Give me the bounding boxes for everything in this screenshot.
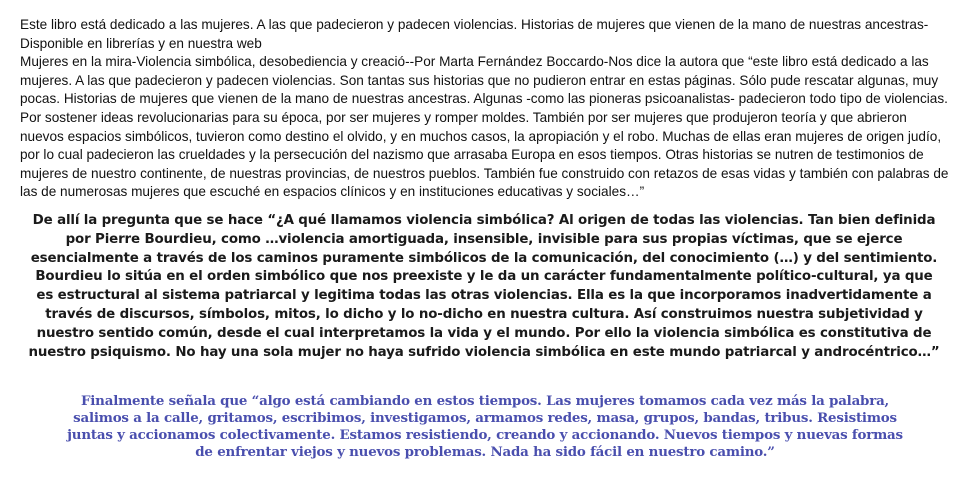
quote-paragraph: De allí la pregunta que se hace “¿A qué llamamos violencia simbólica? Al origen de todas las violencias. Tan bien definida por Pierre Bourdieu, como …violencia amortiguada, insensible, invisible para sus propias víctimas, que se ejerce esencialmente a través de los caminos puramente simbólicos de la comunicación, del conocimiento (…) y del sentimiento. Bourdieu lo sitúa en el orden simbólico que nos preexiste y le da un carácter fundamentalmente político-cultural, ya que es estructural al sistema patriarcal y legitima todas las otras violencias. Ella es la que incorporamos inadvertidamente a través de discursos, símbolos, mitos, lo dicho y lo no-dicho en nuestra cultura. Así construimos nuestra subjetividad y nuestro sentido común, desde el cual interpretamos la vida y el mundo. Por ello la violencia simbólica es constitutiva de nuestro psiquismo. No hay una sola mujer no haya sufrido violencia simbólica en este mundo patriarcal y androcéntrico…”	[28, 213, 940, 360]
intro-paragraph-description: Mujeres en la mira-Violencia simbólica, desobediencia y creació--Por Marta Fernández Boccardo-Nos dice la autora que “este libro está dedicado a las mujeres. A las que padecieron y padecen violencias. Son tantas sus historias que no pudieron entrar en estas páginas. Sólo pude rescatar algunas, muy pocas. Historias de mujeres que vienen de la mano de nuestras ancestras. Algunas -como las pioneras psicoanalistas- padecieron todo tipo de violencias. Por sostener ideas revolucionarias para su época, por ser mujeres y romper moldes. También por ser mujeres que produjeron teoría y que abrieron nuevos espacios simbólicos, tuvieron como destino el olvido, y en muchos casos, la apropiación y el robo. Muchas de ellas eran mujeres de origen judío, por lo cual padecieron las crueldades y la persecución del nazismo que arrasaba Europa en esos tiempos. Otras historias se nutren de testimonios de mujeres de nuestro continente, de nuestras provincias, de nuestros pueblos. También fue construido con retazos de esas vidas y también con palabras de las de numerosas mujeres que escuché en espacios clínicos y en instituciones educativas y sociales…”	[20, 54, 949, 200]
closing-paragraph: Finalmente señala que “algo está cambiando en estos tiempos. Las mujeres tomamos cada vez más la palabra, salimos a la calle, gritamos, escribimos, investigamos, armamos redes, masa, grupos, bandas, tribus. Resistimos juntas y accionamos colectivamente. Estamos resistiendo, creando y accionando. Nuevos tiempos y nuevas formas de enfrentar viejos y nuevos problemas. Nada ha sido fácil en nuestro camino.”	[67, 393, 903, 460]
intro-paragraph-announcement: Este libro está dedicado a las mujeres. A las que padecieron y padecen violencias. Historias de mujeres que vienen de la mano de nuestras ancestras-Disponible en librerías y en nuestra web	[20, 17, 929, 51]
intro-text-block	[20, 16, 950, 202]
